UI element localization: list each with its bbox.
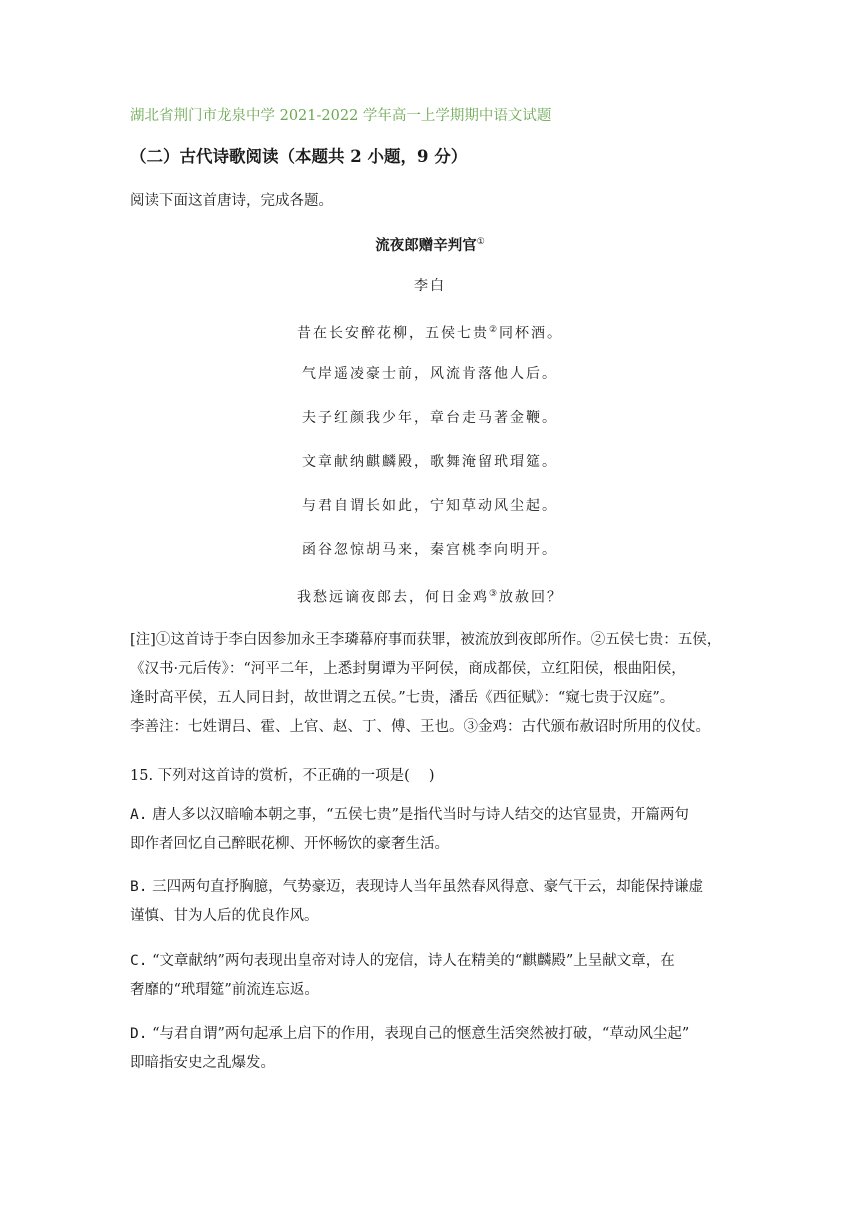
option-line: 即暗指安史之乱爆发。 — [130, 1055, 275, 1071]
option-letter: B. — [130, 879, 148, 895]
question-stem: 15. 下列对这首诗的赏析，不正确的一项是( ) — [130, 768, 435, 784]
poem-line — [130, 452, 730, 496]
note-line: 逢时高平侯，五人同日封，故世谓之五侯。”七贵，潘岳《西征赋》：“窥七贵于汉庭”。 — [130, 690, 675, 706]
option-line — [130, 873, 730, 902]
instruction-text: 阅读下面这首唐诗，完成各题。 — [130, 193, 333, 209]
poem-line-text: 昔在长安醉花柳，五侯七贵 — [296, 325, 489, 342]
poem-notes — [130, 626, 730, 742]
section-title: （二）古代诗歌阅读（本题共 2 小题，9 分） — [130, 147, 468, 166]
poem-title — [130, 232, 730, 276]
option-letter: C. — [130, 953, 148, 969]
option-a — [130, 801, 730, 859]
option-letter: A. — [130, 807, 148, 823]
option-c — [130, 947, 730, 1005]
note-line: 《汉书·元后传》：“河平二年，上悉封舅谭为平阿侯，商成都侯，立红阳侯，根曲阳侯， — [130, 661, 686, 677]
option-d — [130, 1020, 730, 1078]
option-line: 奢靡的“玳瑁筵”前流连忘返。 — [130, 982, 319, 998]
option-line: 谨慎、甘为人后的优良作风。 — [130, 908, 319, 924]
option-line — [130, 1020, 730, 1049]
note-line: [注]①这首诗于李白因参加永王李璘幕府事而获罪，被流放到夜郎所作。②五侯七贵：五侯， — [130, 632, 722, 648]
poem-author: 李白 — [414, 278, 446, 294]
option-line: 即作者回忆自己醉眠花柳、开怀畅饮的豪奢生活。 — [130, 836, 449, 852]
option-text: 唐人多以汉暗喻本朝之事，“五侯七贵”是指代当时与诗人结交的达官显贵，开篇两句 — [152, 807, 689, 823]
poem-line-text: 放赦回？ — [499, 589, 564, 606]
option-text: “文章献纳”两句表现出皇帝对诗人的宠信，诗人在精美的“麒麟殿”上呈献文章，在 — [152, 953, 675, 969]
poem-line — [130, 496, 730, 540]
poem-line-text: 我愁远谪夜郎去，何日金鸡 — [296, 589, 489, 606]
footnote-mark: ② — [488, 325, 500, 335]
note-line: 李善注：七姓谓吕、霍、上官、赵、丁、傅、王也。③金鸡：古代颁布赦诏时所用的仪仗。 — [130, 719, 710, 735]
option-line — [130, 947, 730, 976]
poem-line-text: 文章献纳麒麟殿，歌舞淹留玳瑁筵。 — [302, 454, 558, 470]
poem-title-text: 流夜郎赠辛判官 — [375, 236, 477, 254]
option-b — [130, 873, 730, 931]
option-letter: D. — [130, 1026, 148, 1042]
option-line — [130, 801, 730, 830]
footnote-mark: ③ — [488, 589, 500, 599]
poem-line — [130, 584, 730, 628]
poem — [130, 232, 730, 628]
poem-line-text: 函谷忽惊胡马来，秦宫桃李向明开。 — [302, 542, 558, 558]
option-text: 三四两句直抒胸臆，气势豪迈，表现诗人当年虽然春风得意、豪气干云，却能保持谦虚 — [152, 879, 704, 895]
poem-line — [130, 364, 730, 408]
poem-line — [130, 540, 730, 584]
poem-line-text: 夫子红颜我少年，章台走马著金鞭。 — [302, 410, 558, 426]
poem-line-text: 与君自谓长如此，宁知草动风尘起。 — [302, 498, 558, 514]
source-header: 湖北省荆门市龙泉中学 2021-2022 学年高一上学期期中语文试题 — [130, 108, 552, 124]
poem-line-text: 同杯酒。 — [499, 325, 564, 342]
poem-title-note-mark: ① — [476, 237, 485, 247]
poem-line-text: 气岸遥凌豪士前，风流肯落他人后。 — [302, 366, 558, 382]
option-text: “与君自谓”两句起承上启下的作用，表现自己的惬意生活突然被打破，“草动风尘起” — [152, 1026, 690, 1042]
poem-line — [130, 320, 730, 364]
poem-line — [130, 408, 730, 452]
